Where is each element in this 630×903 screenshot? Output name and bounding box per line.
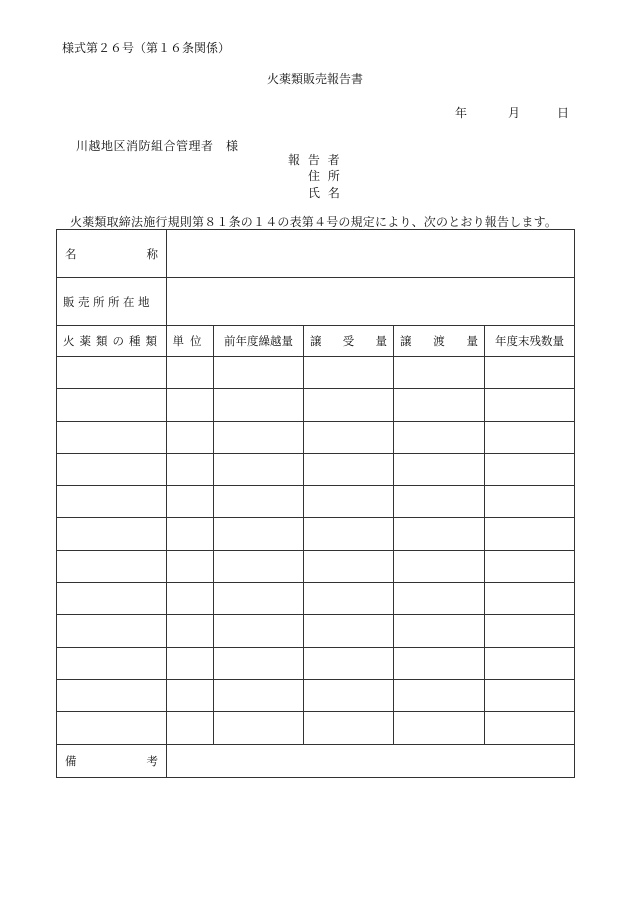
table-cell[interactable] — [394, 518, 485, 550]
table-cell[interactable] — [485, 486, 575, 518]
form-number-label: 様式第２６号（第１６条関係） — [62, 41, 231, 55]
header-kind: 火薬類の種類 — [57, 326, 167, 357]
table-cell[interactable] — [57, 453, 167, 485]
table-cell[interactable] — [167, 357, 214, 389]
table-cell[interactable] — [304, 486, 394, 518]
table-cell[interactable] — [394, 357, 485, 389]
table-cell[interactable] — [57, 550, 167, 582]
table-cell[interactable] — [394, 453, 485, 485]
table-cell[interactable] — [167, 518, 214, 550]
reporter-address-label: 住 所 — [308, 169, 342, 183]
table-cell[interactable] — [214, 647, 304, 679]
table-cell[interactable] — [485, 647, 575, 679]
table-cell[interactable] — [214, 679, 304, 711]
table-cell[interactable] — [485, 712, 575, 744]
table-cell[interactable] — [304, 615, 394, 647]
table-cell[interactable] — [57, 583, 167, 615]
table-cell[interactable] — [394, 421, 485, 453]
table-row — [57, 486, 575, 518]
table-cell[interactable] — [167, 712, 214, 744]
header-remaining: 年度末残数量 — [485, 326, 575, 357]
table-cell[interactable] — [214, 389, 304, 421]
date-month-label: 月 — [508, 106, 521, 120]
table-cell[interactable] — [167, 615, 214, 647]
table-cell[interactable] — [485, 357, 575, 389]
table-cell[interactable] — [214, 615, 304, 647]
header-row — [57, 326, 575, 357]
table-cell[interactable] — [485, 583, 575, 615]
table-cell[interactable] — [214, 583, 304, 615]
table-cell[interactable] — [485, 453, 575, 485]
location-label-cell — [57, 278, 167, 326]
remarks-row — [57, 744, 575, 777]
table-cell[interactable] — [167, 679, 214, 711]
table-row — [57, 550, 575, 582]
header-transferred: 譲 渡 量 — [394, 326, 485, 357]
table-cell[interactable] — [394, 389, 485, 421]
table-cell[interactable] — [304, 712, 394, 744]
reporter-name-label: 氏 名 — [308, 186, 342, 200]
table-cell[interactable] — [167, 583, 214, 615]
table-cell[interactable] — [304, 421, 394, 453]
table-cell[interactable] — [57, 647, 167, 679]
location-field[interactable] — [167, 278, 575, 326]
report-statement: 火薬類取締法施行規則第８１条の１４の表第４号の規定により、次のとおり報告します。 — [70, 215, 558, 229]
table-cell[interactable] — [57, 712, 167, 744]
table-cell[interactable] — [167, 486, 214, 518]
name-label-first: 名 — [65, 246, 77, 261]
table-cell[interactable] — [214, 421, 304, 453]
table-cell[interactable] — [57, 389, 167, 421]
table-cell[interactable] — [57, 518, 167, 550]
remarks-label-cell — [57, 744, 167, 777]
table-cell[interactable] — [485, 679, 575, 711]
table-cell[interactable] — [214, 453, 304, 485]
table-cell[interactable] — [57, 486, 167, 518]
table-cell[interactable] — [394, 679, 485, 711]
table-cell[interactable] — [304, 583, 394, 615]
table-cell[interactable] — [304, 679, 394, 711]
table-row — [57, 615, 575, 647]
table-cell[interactable] — [214, 486, 304, 518]
name-row — [57, 230, 575, 278]
table-cell[interactable] — [57, 357, 167, 389]
table-cell[interactable] — [167, 647, 214, 679]
table-cell[interactable] — [394, 550, 485, 582]
table-row — [57, 518, 575, 550]
table-cell[interactable] — [304, 550, 394, 582]
date-year-label: 年 — [455, 106, 468, 120]
table-cell[interactable] — [394, 647, 485, 679]
table-cell[interactable] — [214, 518, 304, 550]
header-unit: 単位 — [167, 326, 214, 357]
table-row — [57, 647, 575, 679]
table-cell[interactable] — [214, 550, 304, 582]
table-row — [57, 583, 575, 615]
table-row — [57, 421, 575, 453]
table-cell[interactable] — [57, 421, 167, 453]
location-label: 販売所所在地 — [63, 294, 153, 309]
header-carryover: 前年度繰越量 — [214, 326, 304, 357]
table-cell[interactable] — [167, 421, 214, 453]
name-field[interactable] — [167, 230, 575, 278]
table-cell[interactable] — [485, 615, 575, 647]
table-row — [57, 453, 575, 485]
table-cell[interactable] — [304, 518, 394, 550]
table-cell[interactable] — [167, 389, 214, 421]
name-label-cell — [57, 230, 167, 278]
table-cell[interactable] — [304, 453, 394, 485]
table-row — [57, 357, 575, 389]
table-row — [57, 712, 575, 744]
table-cell[interactable] — [57, 679, 167, 711]
table-cell[interactable] — [485, 518, 575, 550]
table-cell[interactable] — [167, 453, 214, 485]
addressee: 川越地区消防組合管理者 様 — [76, 139, 239, 153]
table-cell[interactable] — [214, 712, 304, 744]
table-cell[interactable] — [394, 712, 485, 744]
table-cell[interactable] — [394, 486, 485, 518]
report-table — [56, 229, 575, 778]
table-cell[interactable] — [304, 357, 394, 389]
table-cell[interactable] — [485, 550, 575, 582]
remarks-label-first: 備 — [65, 753, 77, 768]
table-row — [57, 679, 575, 711]
table-cell[interactable] — [304, 389, 394, 421]
date-day-label: 日 — [557, 106, 570, 120]
remarks-field[interactable] — [167, 744, 575, 777]
table-cell[interactable] — [485, 389, 575, 421]
table-cell[interactable] — [394, 583, 485, 615]
remarks-label-last: 考 — [146, 753, 158, 768]
location-row — [57, 278, 575, 326]
header-received: 譲 受 量 — [304, 326, 394, 357]
name-label-last: 称 — [146, 246, 158, 261]
table-cell[interactable] — [57, 615, 167, 647]
table-cell[interactable] — [167, 550, 214, 582]
table-cell[interactable] — [485, 421, 575, 453]
table-cell[interactable] — [304, 647, 394, 679]
document-title: 火薬類販売報告書 — [266, 72, 363, 86]
table-row — [57, 389, 575, 421]
reporter-label: 報 告 者 — [288, 153, 342, 167]
table-cell[interactable] — [214, 357, 304, 389]
table-cell[interactable] — [394, 615, 485, 647]
